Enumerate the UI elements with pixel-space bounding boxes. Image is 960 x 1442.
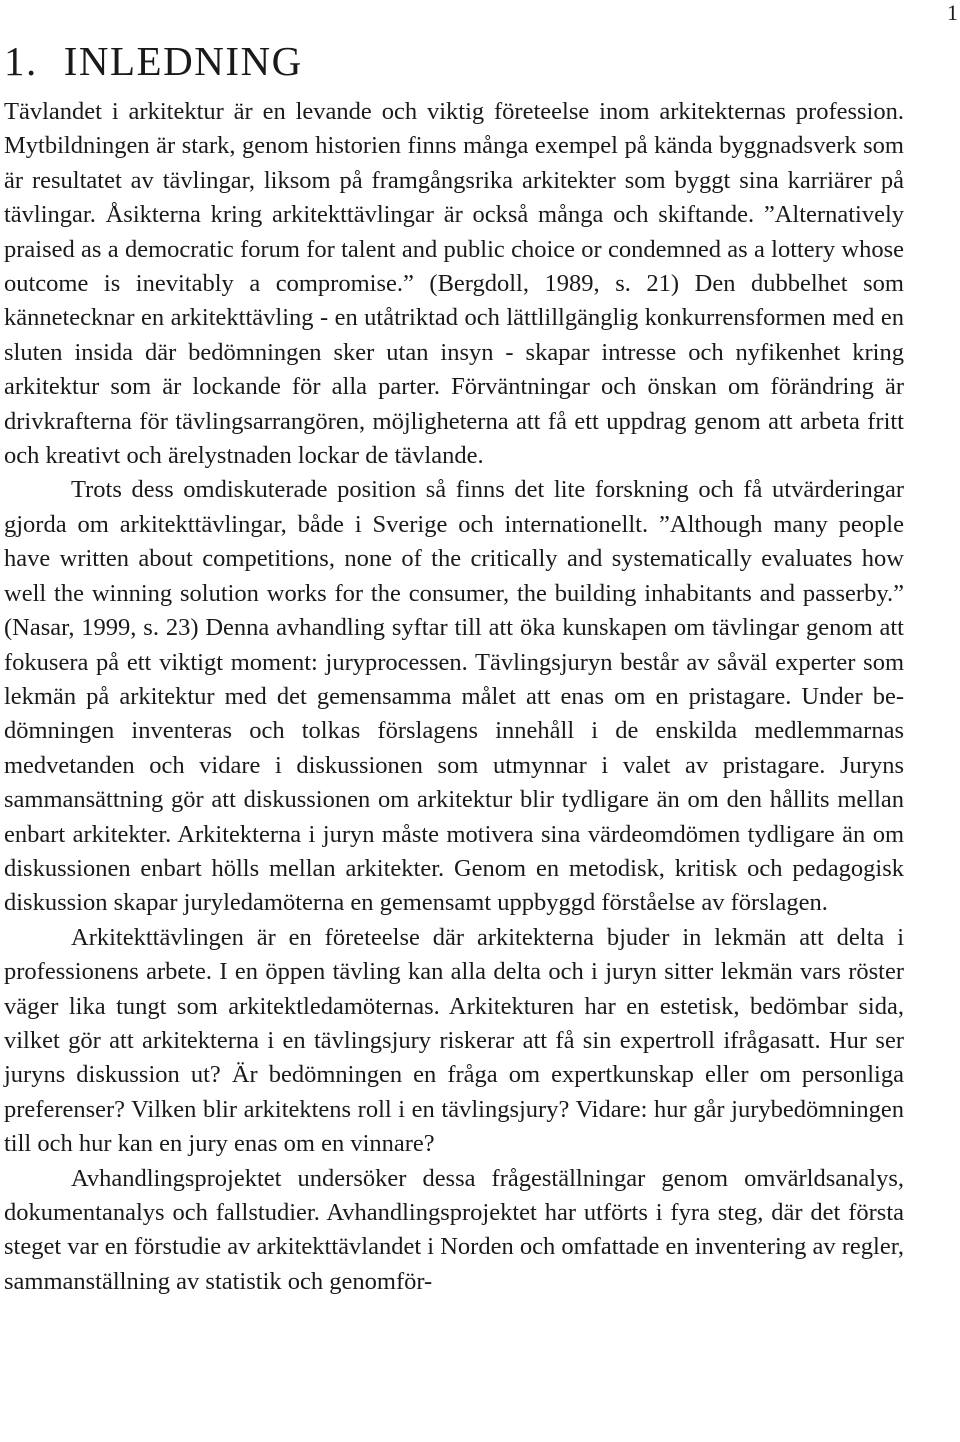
body-text <box>4 95 904 1299</box>
paragraph-4: Avhandlingsprojektet undersöker dessa frågeställningar genom omvärldsanalys, dokumentanalys och fallstudier. Avhandlingsprojektet har utförts i fyra steg, där det första steget var en förstudie av arkitekttävlandet i Norden och omfattade en inventering av regler, sammanställning av statistik och genomför- <box>4 1164 904 1295</box>
chapter-number: 1. <box>4 38 38 84</box>
chapter-title: INLEDNING <box>63 38 303 84</box>
paragraph-2: Trots dess omdiskuterade position så finns det lite forskning och få utvärderingar gjorda om arkitekttävlingar, både i Sverige och internationellt. ”Although many people have written about competitions, none of the critically and systematically evaluates how well the winning solution works for the consumer, the building inhabitants and passerby.” (Nasar, 1999, s. 23) Denna avhandling syftar till att öka kunskapen om tävlingar genom att fokusera på ett viktigt moment: juryprocessen. Tävlingsjuryn består av såväl experter som lekmän på arkitektur med det gemensamma målet att enas om en pristagare. Under bedömningen inventeras och tolkas förslagens innehåll i de enskilda medlemmarnas medvetanden och vidare i diskussionen som utmynnar i valet av pristagare. Juryns sammansättning gör att diskussionen om arkitektur blir tydligare än om den hållits mellan enbart arkitekter. Arkitekterna i juryn måste motivera sina värdeomdömen tydligare än om diskussionen enbart hölls mellan arkitekter. Genom en metodisk, kritisk och pedagogisk diskussion skapar juryledamöterna en gemensamt uppbyggd förståelse av förslagen. <box>4 476 904 917</box>
paragraph-1: Tävlandet i arkitektur är en levande och viktig företeelse inom arkitekternas profession. Mytbildningen är stark, genom historien finns många exempel på kända byggnadsverk som är resultatet av tävlingar, liksom på framgångsrika arkitekter som byggt sina karriärer på tävlingar. Åsikterna kring arkitekttävlingar är också många och skiftande. ”Alternatively praised as a democratic forum for talent and public choice or condemned as a lottery whose outcome is inevitably a compromise.” (Bergdoll, 1989, s. 21) Den dubbelhet som kännetecknar en arkitekttävling - en utåtriktad och lättlillgänglig konkurrensformen med en sluten insida där bedömningen sker utan insyn - skapar intresse och nyfikenhet kring arkitektur som är lockande för alla parter. Förväntningar och önskan om förändring är drivkrafterna för tävlingsarrangören, möjligheterna att få ett uppdrag genom att arbeta fritt och kreativt och ärelystnaden lockar de tävlande. <box>4 98 904 470</box>
chapter-heading <box>4 37 303 85</box>
page-number: 1 <box>947 0 958 25</box>
paragraph-3: Arkitekttävlingen är en företeelse där arkitekterna bjuder in lekmän att delta i professionens arbete. I en öppen tävling kan alla delta och i juryn sitter lekmän vars röster väger lika tungt som arkitektledamöternas. Arkitekturen har en estetisk, bedömbar sida, vilket gör att arkitekterna i en tävlingsjury riskerar att få sin expertroll ifrågasatt. Hur ser juryns diskussion ut? Är bedömningen en fråga om expertkunskap eller om personliga preferenser? Vilken blir arkitektens roll i en tävlingsjury? Vidare: hur går jurybedömningen till och hur kan en jury enas om en vinnare? <box>4 923 904 1158</box>
